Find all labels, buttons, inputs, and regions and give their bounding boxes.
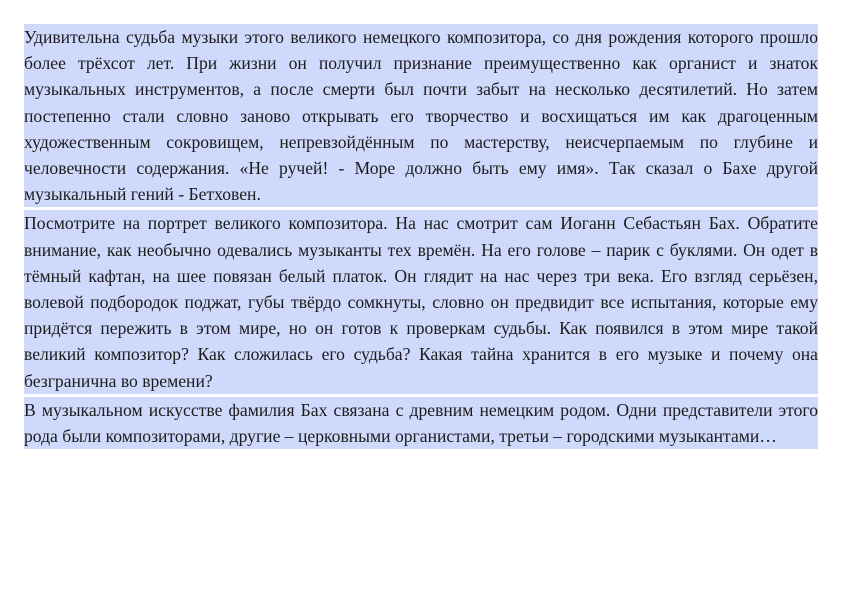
paragraph-bach-fate: Удивительна судьба музыки этого великого немецкого композитора, со дня рождения которого прошло более трёхсот лет. При жизни он получил признание преимущественно как органист и знаток музыкальных инструментов, а после смерти был почти забыт на несколько десятилетий. Но затем постепенно стали словно заново открывать его творчество и восхищаться им как драгоценным художественным сокровищем, непревзойдённым по мастерству, неисчерпаемым по глубине и человечности содержания. «Не ручей! - Море должно быть ему имя». Так сказал о Бахе другой музыкальный гений - Бетховен.	[24, 24, 818, 207]
document-body	[24, 24, 818, 452]
paragraph-bach-portrait: Посмотрите на портрет великого композитора. На нас смотрит сам Иоганн Себастьян Бах. Обратите внимание, как необычно одевались музыканты тех времён. На его голове – парик с буклями. Он одет в тёмный кафтан, на шее повязан белый платок. Он глядит на нас через три века. Его взгляд серьёзен, волевой подбородок поджат, губы твёрдо сомкнуты, словно он предвидит все испытания, которые ему придётся пережить в этом мире, но он готов к проверкам судьбы. Как появился в этом мире такой великий композитор? Как сложилась его судьба? Какая тайна хранится в его музыке и почему она безгранична во времени?	[24, 210, 818, 393]
paragraph-bach-family: В музыкальном искусстве фамилия Бах связана с древним немецким родом. Одни представители этого рода были композиторами, другие – церковными органистами, третьи – городскими музыкантами…	[24, 397, 818, 449]
